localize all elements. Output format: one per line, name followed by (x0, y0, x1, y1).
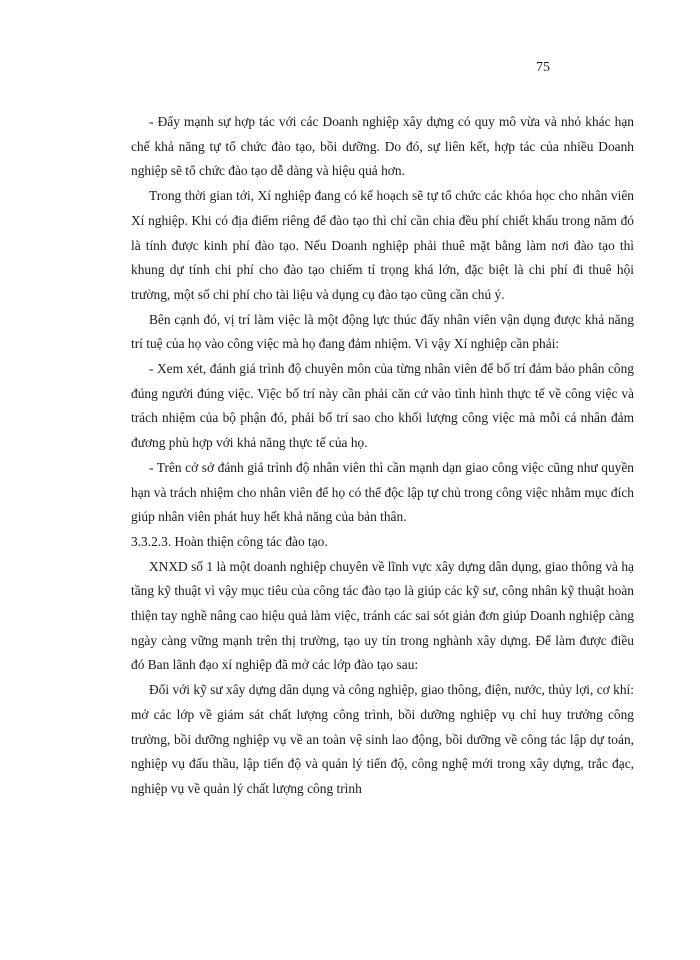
paragraph-xnxd-training: XNXD số 1 là một doanh nghiệp chuyên về lĩnh vực xây dựng dân dụng, giao thông và hạ tầng kỹ thuật vì vậy mục tiêu của công tác đào tạo là giúp các kỹ sư, công nhân kỹ thuật hoàn thiện tay nghề nâng cao hiệu quả làm việc, tránh các sai sót giản đơn giúp Doanh nghiệp càng ngày càng vững mạnh trên thị trường, tạo uy tín trong nghành xây dựng. Để làm được điều đó Ban lãnh đạo xí nghiệp đã mở các lớp đào tạo sau: (131, 558, 634, 673)
section-heading: 3.3.2.3. Hoàn thiện công tác đào tạo. (131, 533, 328, 549)
paragraph-training-plan: Trong thời gian tới, Xí nghiệp đang có kế hoạch sẽ tự tổ chức các khóa học cho nhân viên Xí nghiệp. Khi có địa điểm riêng để đào tạo thì chỉ cần chia đều phí chiết khấu trong năm đó là tính được kinh phí đào tạo. Nếu Doanh nghiệp phải thuê mặt bằng làm nơi đào tạo thì khung dự tính chi phí cho đào tạo chiếm tỉ trọng khá lớn, đặc biệt là chi phí đi thuê hội trường, một số chi phí cho tài liệu và dụng cụ đào tạo cũng cần chú ý. (131, 188, 634, 302)
paragraph-work-position: Bên cạnh đó, vị trí làm việc là một động lực thúc đẩy nhân viên vận dụng được khả năng trí tuệ của họ vào công việc mà họ đang đảm nhiệm. Vì vậy Xí nghiệp cần phải: (131, 311, 634, 352)
paragraph-evaluate-qualification: - Xem xét, đánh giá trình độ chuyên môn của từng nhân viên để bố trí đảm bảo phân công đúng người đúng việc. Việc bố trí này cần phải căn cứ vào tình hình thực tế về công việc và trách nhiệm của bộ phận đó, phải bố trí sao cho khối lượng công việc mà mỗi cá nhân đảm đương phù hợp với khả năng thực tế của họ. (131, 361, 634, 451)
paragraph-delegate-authority: - Trên cở sở đánh giá trình độ nhân viên thì cần mạnh dạn giao công việc cũng như quyền hạn và trách nhiệm cho nhân viên để họ có thể độc lập tự chủ trong công việc nhằm mục đích giúp nhân viên phát huy hết khả năng của bản thân. (131, 459, 634, 525)
page-number: 75 (536, 60, 550, 75)
paragraph-cooperation: - Đẩy mạnh sự hợp tác với các Doanh nghiệp xây dựng có quy mô vừa và nhỏ khác hạn chế khả năng tự tổ chức đào tạo, bồi dưỡng. Do đó, sự liên kết, hợp tác của nhiều Doanh nghiệp sẽ tổ chức đào tạo dễ dàng và hiệu quả hơn. (131, 114, 634, 179)
paragraph-engineer-courses: Đối với kỹ sư xây dựng dân dụng và công nghiệp, giao thông, điện, nước, thủy lợi, cơ khí: mở các lớp về giám sát chất lượng công trình, bồi dưỡng nghiệp vụ chỉ huy trưởng công trường, bồi dưỡng nghiệp vụ về an toàn vệ sinh lao động, bồi dưỡng về công tác lập dự toán, nghiệp vụ đấu thầu, lập tiến độ và quản lý tiến độ, công nghệ mới trong xây dựng, trắc đạc, nghiệp vụ về quản lý chất lượng công trình (131, 682, 634, 796)
document-body (131, 110, 634, 802)
